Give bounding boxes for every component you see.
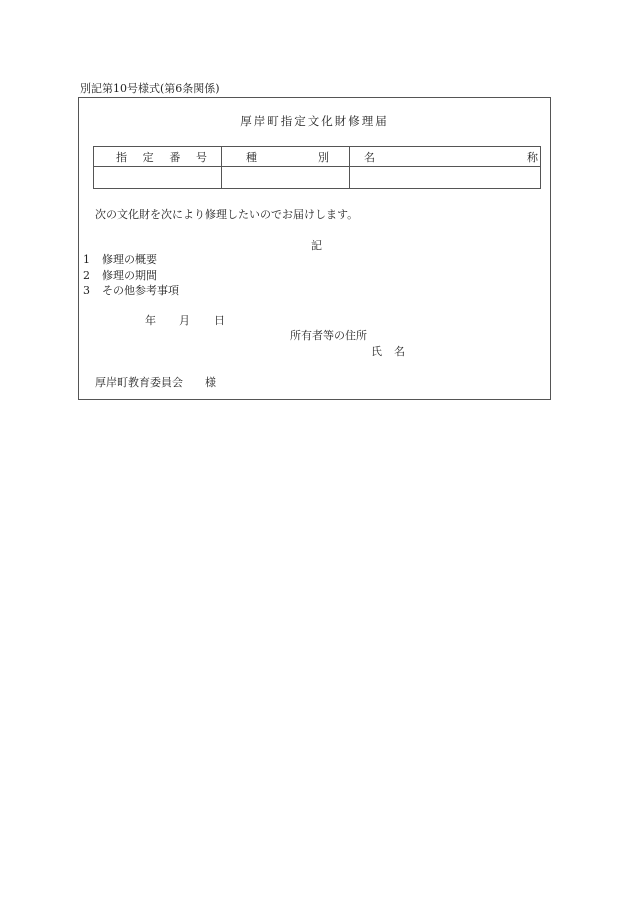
designation-table xyxy=(93,146,541,189)
recipient-name: 厚岸町教育委員会 xyxy=(95,376,183,389)
table-row xyxy=(94,167,541,189)
list-item: 1 修理の概要 xyxy=(83,253,157,266)
owner-name-label: 氏名 xyxy=(371,345,417,358)
recipient-line xyxy=(95,374,216,390)
name-cell[interactable] xyxy=(350,167,541,189)
date-day: 日 xyxy=(214,314,225,327)
ki-heading: 記 xyxy=(311,239,322,252)
designation-number-cell[interactable] xyxy=(94,167,222,189)
date-month: 月 xyxy=(179,314,190,327)
form-title: 厚岸町指定文化財修理届 xyxy=(240,114,389,128)
header-category: 種 別 xyxy=(222,147,350,167)
form-frame xyxy=(78,97,551,400)
notification-text: 次の文化財を次により修理したいのでお届けします。 xyxy=(95,208,359,221)
category-cell[interactable] xyxy=(222,167,350,189)
header-name: 名 称 xyxy=(350,147,541,167)
list-item: 3 その他参考事項 xyxy=(83,284,179,297)
list-item: 2 修理の期間 xyxy=(83,269,157,282)
form-number-label: 別記第10号様式(第6条関係) xyxy=(80,82,220,95)
table-header-row xyxy=(94,147,541,167)
header-designation-number: 指 定 番 号 xyxy=(94,147,222,167)
date-year: 年 xyxy=(145,314,156,327)
honorific: 様 xyxy=(205,376,216,389)
owner-address-label: 所有者等の住所 xyxy=(290,329,367,342)
